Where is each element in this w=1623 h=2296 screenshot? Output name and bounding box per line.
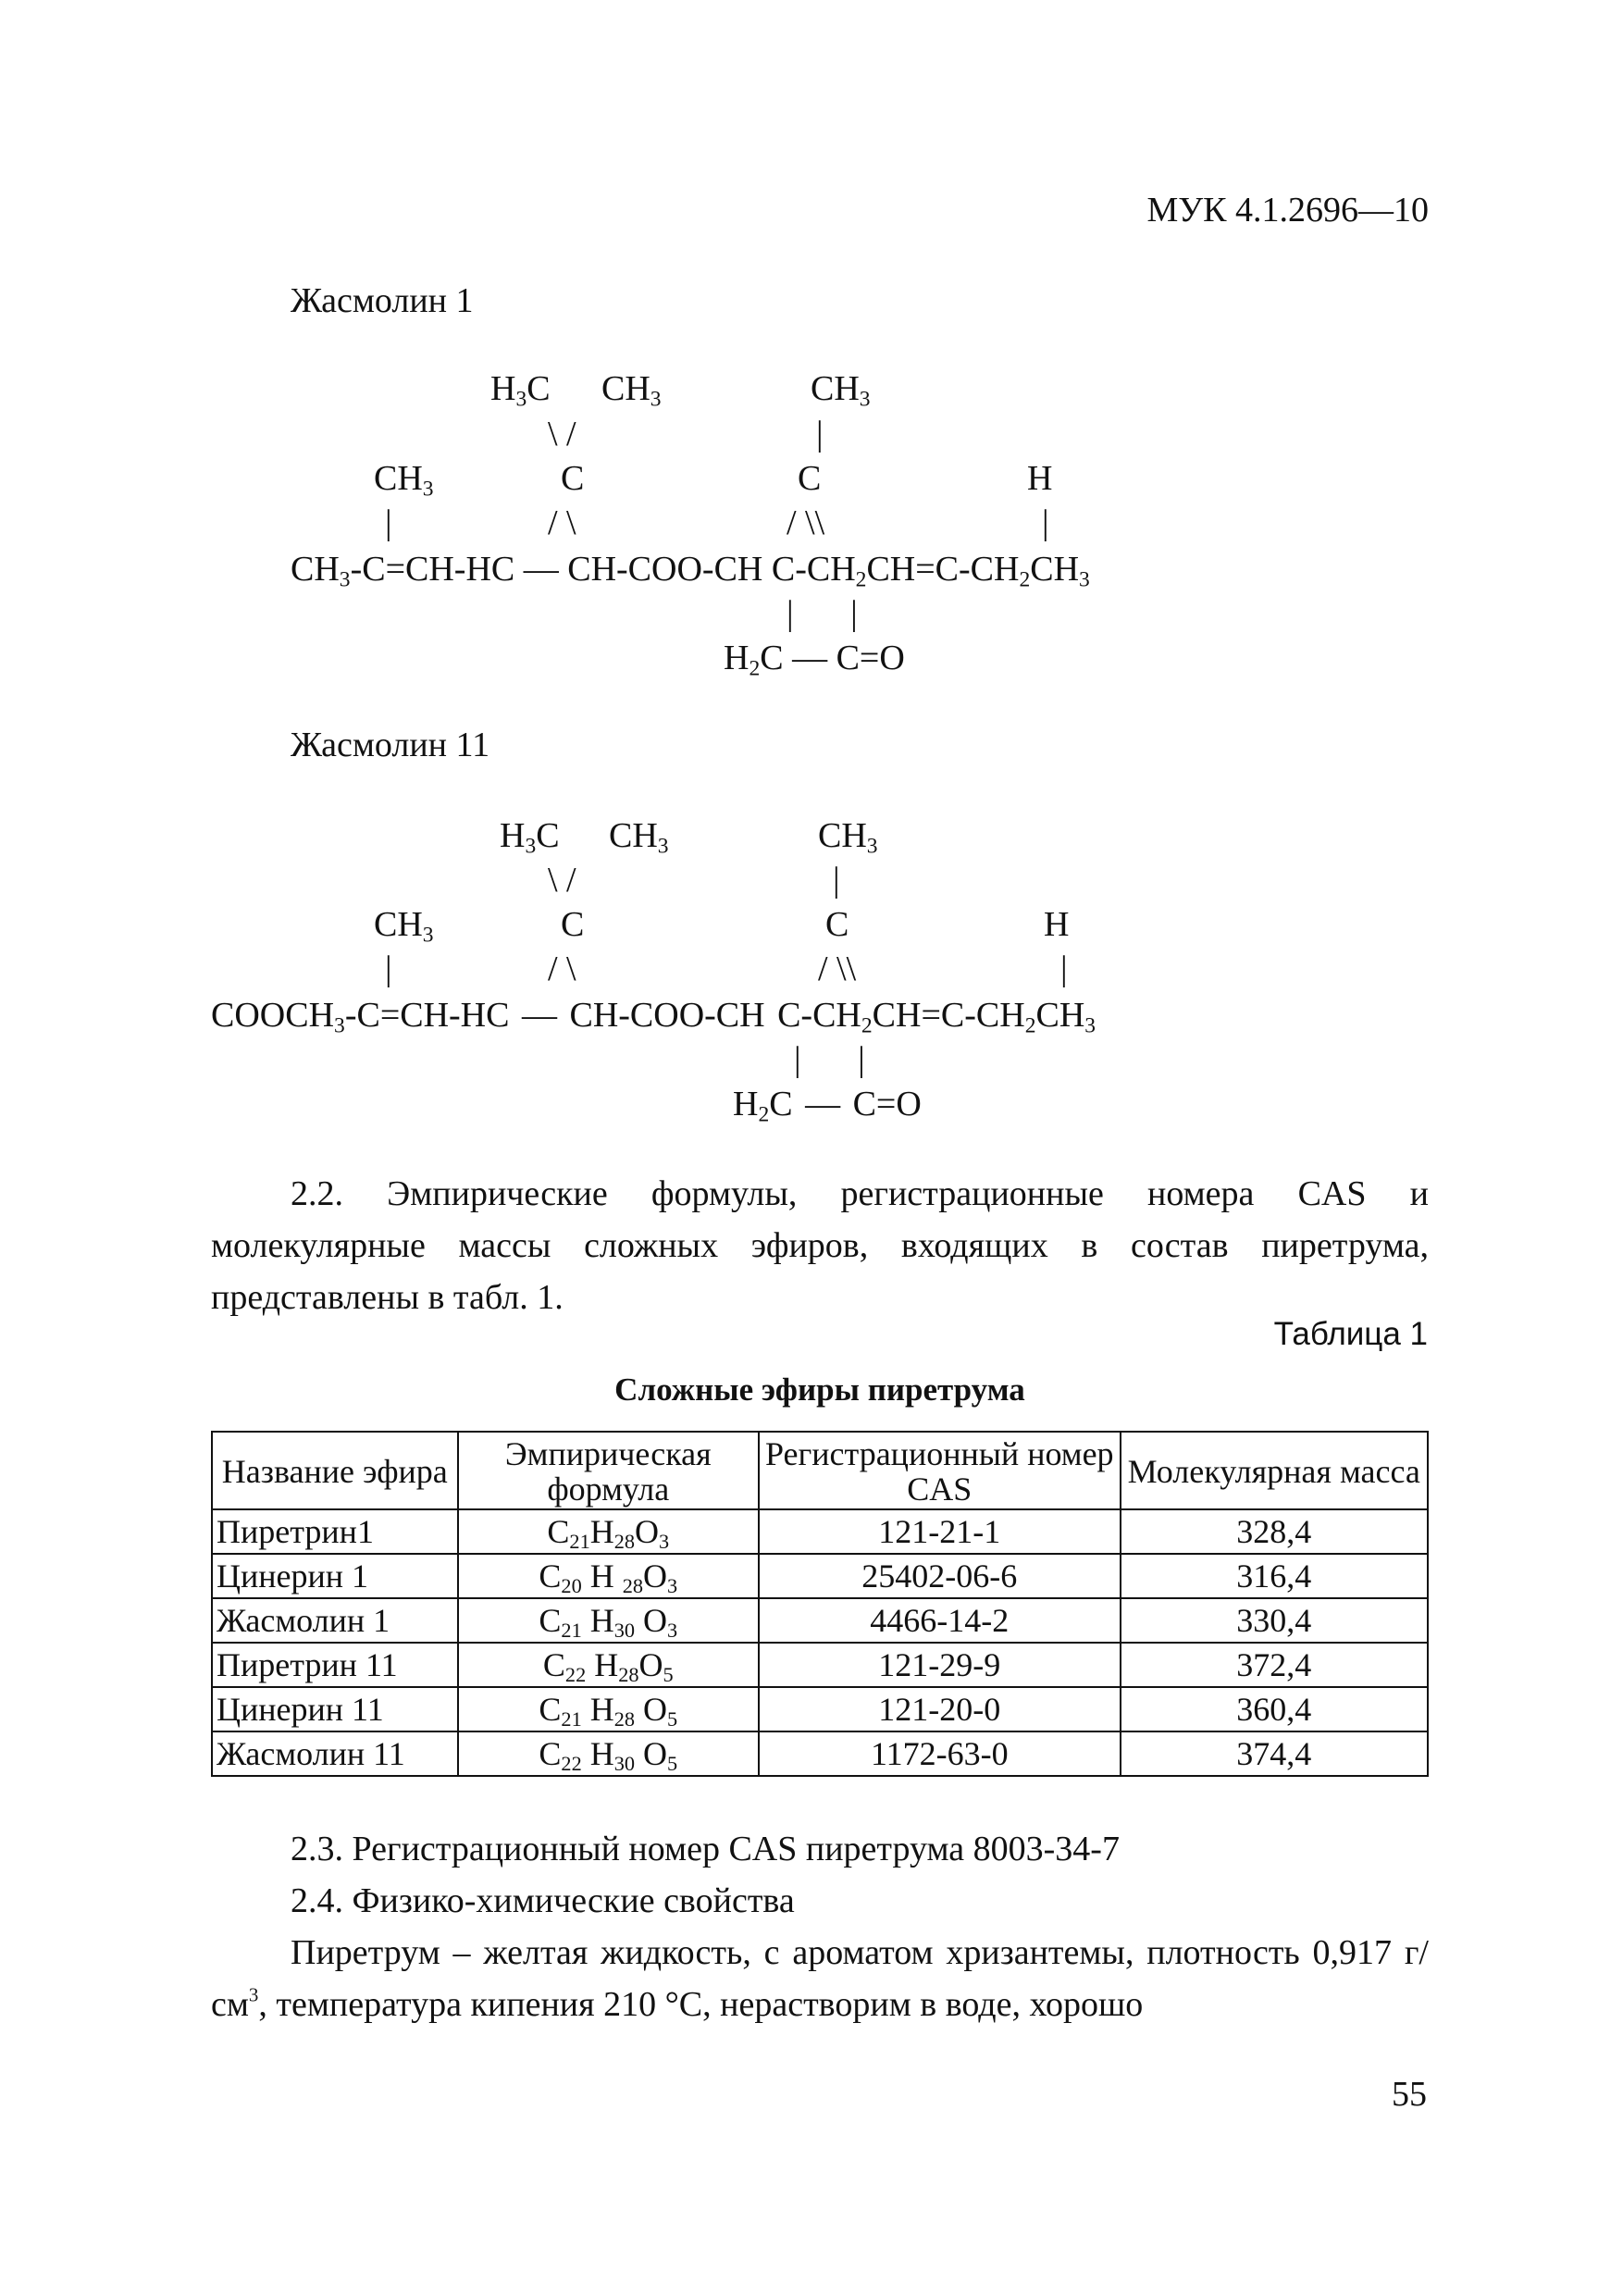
bond-lines: | |: [787, 594, 858, 633]
formula-fragment: $CH_3$: [811, 369, 871, 412]
molecular-mass: 328,4: [1121, 1509, 1429, 1554]
cas-number: 121-20-0: [759, 1687, 1120, 1731]
formula-fragment: $CH_3$: [601, 369, 662, 412]
ester-name: Цинерин 1: [212, 1554, 458, 1598]
formula-fragment: $CH_3$: [609, 816, 669, 859]
empirical-formula: $C_{22}$ $H_{30}$ $O_5$: [458, 1731, 760, 1776]
esters-table: [211, 1431, 1429, 1777]
bond-lines: / \: [548, 503, 576, 542]
table-row: [212, 1687, 1428, 1731]
formula-fragment: $H_2C$ — C=O: [724, 639, 905, 681]
molecular-mass: 372,4: [1121, 1643, 1429, 1687]
table-row: [212, 1554, 1428, 1598]
compound-title: Жасмолин 1: [291, 281, 474, 320]
compound-title: Жасмолин 11: [291, 726, 490, 764]
formula-fragment: C: [825, 905, 849, 944]
bond-lines: / \\: [818, 949, 857, 988]
bond-lines: \ /: [548, 415, 576, 453]
table-caption: Сложные эфиры пиретрума: [614, 1371, 1025, 1408]
formula-fragment: $CH_3$: [818, 816, 878, 859]
section-2-2-text: 2.2. Эмпирические формулы, регистрационные номера CAS и молекулярные массы сложных эфиров, входящих в состав пиретрума, представлены в табл. 1.: [211, 1174, 1429, 1317]
main-chain: $CH_3-C=CH-HC$ — CH-COO-CH $C-CH_2CH=C-CH_2CH_3$: [291, 550, 1090, 592]
formula-fragment: $CH_3$: [374, 905, 434, 948]
formula-fragment: $H_3C$: [490, 369, 551, 412]
bond-lines: / \\: [787, 503, 825, 542]
formula-fragment: C: [561, 459, 585, 498]
bond-line: |: [816, 415, 824, 453]
formula-fragment: C: [798, 459, 822, 498]
empirical-formula: $C_{21}$ $H_{30}$ $O_3$: [458, 1598, 760, 1643]
formula-fragment: $CH_3$: [374, 459, 434, 502]
molecular-mass: 374,4: [1121, 1731, 1429, 1776]
formula-fragment: H: [1044, 905, 1070, 944]
document-code: МУК 4.1.2696—10: [1146, 191, 1429, 230]
section-2-2-paragraph: [211, 1168, 1429, 1323]
molecular-mass: 360,4: [1121, 1687, 1429, 1731]
table-row: [212, 1598, 1428, 1643]
table-label: Таблица 1: [1273, 1316, 1428, 1352]
bond-lines: | |: [794, 1040, 865, 1079]
table-row: [212, 1643, 1428, 1687]
column-header-name: Название эфира: [212, 1432, 458, 1509]
bond-lines: \ /: [548, 861, 576, 900]
page-number: 55: [1392, 2075, 1427, 2114]
section-2-4-heading: 2.4. Физико-химические свойства: [291, 1881, 795, 1920]
bond-line: |: [385, 503, 392, 542]
table-row: [212, 1731, 1428, 1776]
empirical-formula: $C_{20}$ H $_{28}O_3$: [458, 1554, 760, 1598]
molecular-mass: 330,4: [1121, 1598, 1429, 1643]
formula-fragment: H: [1027, 459, 1053, 498]
main-chain: $COOCH_3-C=CH-HC$ — CH-COO-CH $C-CH_2CH=C-CH_2CH_3$: [211, 996, 1096, 1038]
ester-name: Цинерин 11: [212, 1687, 458, 1731]
ester-name: Пиретрин 11: [212, 1643, 458, 1687]
sections-2-3-2-4: [211, 1823, 1429, 2030]
bond-lines: / \: [548, 949, 576, 988]
properties-text: Пиретрум – желтая жидкость, с ароматом хризантемы, плотность 0,917 $г/см^3$, температура кипения 210 °С, нерастворим в воде, хорошо: [211, 1933, 1429, 2024]
cas-number: 4466-14-2: [759, 1598, 1120, 1643]
bond-line: |: [1060, 949, 1068, 988]
cas-number: 121-29-9: [759, 1643, 1120, 1687]
empirical-formula: $C_{22}$ $H_{28}O_5$: [458, 1643, 760, 1687]
ester-name: Жасмолин 11: [212, 1731, 458, 1776]
cas-number: 121-21-1: [759, 1509, 1120, 1554]
bond-line: |: [833, 861, 840, 900]
cas-number: 1172-63-0: [759, 1731, 1120, 1776]
formula-fragment: $H_3C$: [500, 816, 560, 859]
cas-number: 25402-06-6: [759, 1554, 1120, 1598]
formula-fragment: C: [561, 905, 585, 944]
formula-fragment: $H_2C$ — C=O: [733, 1085, 922, 1127]
bond-line: |: [385, 949, 392, 988]
section-2-3-text: 2.3. Регистрационный номер CAS пиретрума 8003-34-7: [291, 1830, 1120, 1868]
column-header-mass: Молекулярная масса: [1121, 1432, 1429, 1509]
bond-line: |: [1042, 503, 1049, 542]
ester-name: Пиретрин1: [212, 1509, 458, 1554]
column-header-formula: Эмпирическая формула: [458, 1432, 760, 1509]
column-header-cas: Регистрационный номер CAS: [759, 1432, 1120, 1509]
table-row: [212, 1509, 1428, 1554]
empirical-formula: $C_{21}H_{28}O_3$: [458, 1509, 760, 1554]
empirical-formula: $C_{21}$ $H_{28}$ $O_5$: [458, 1687, 760, 1731]
molecular-mass: 316,4: [1121, 1554, 1429, 1598]
ester-name: Жасмолин 1: [212, 1598, 458, 1643]
